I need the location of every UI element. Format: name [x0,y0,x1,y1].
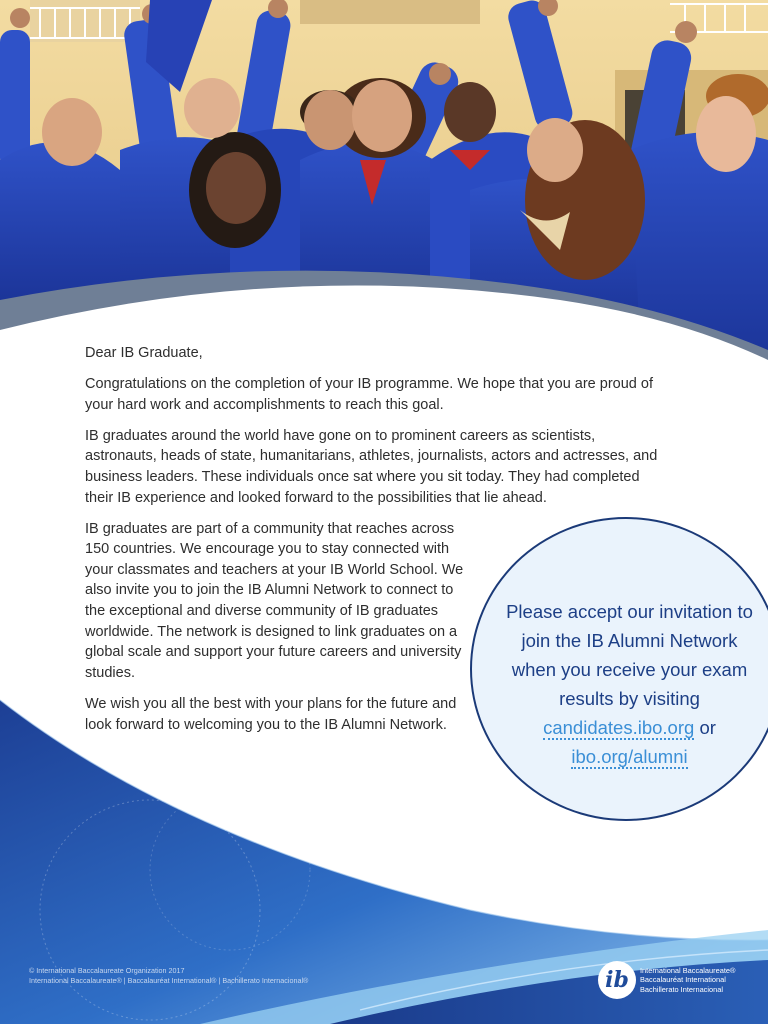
graduates-photo-illustration [0,0,768,360]
trademark-text: International Baccalaureate® | Baccalauréat International® | Bachillerato Internacional® [29,975,309,985]
footer-legal [29,966,308,985]
letter-paragraph-1: Congratulations on the completion of your IB programme. We hope that you are proud of your hard work and accomplishments to reach this goal. [85,376,653,413]
ib-brand [598,961,735,999]
invitation-connector: or [699,717,716,738]
brand-name-en: International Baccalaureate® [640,966,736,976]
invitation-text [502,597,757,771]
alumni-link[interactable]: ibo.org/alumni [571,746,688,767]
invitation-message: Please accept our invitation to join the IB Alumni Network when you receive your exam results by visiting [506,601,753,709]
brand-names [640,966,735,994]
letter-paragraph-2: IB graduates around the world have gone on to prominent careers as scientists, astronauts, heads of state, humanitarians, athletes, journalists, actors and actresses, and business leaders. These individuals once sat where you sit today. They had completed their IB experience and looked forward to the possibilities that lie ahead. [85,427,658,506]
ib-logo-icon: ib [598,961,636,999]
letter-paragraph-4: We wish you all the best with your plans for the future and look forward to welcoming you to the IB Alumni Network. [85,695,457,733]
graduates-photo [0,0,768,360]
brand-name-es: Bachillerato Internacional [640,984,723,994]
copyright-text: © International Baccalaureate Organization 2017 [29,966,185,975]
candidates-link[interactable]: candidates.ibo.org [543,717,695,738]
letter-paragraph-3: IB graduates are part of a community that reaches across 150 countries. We encourage you to stay connected with your classmates and teachers at your IB World School. We also invite you to join the IB Alumni Network to connect to the exceptional and diverse community of IB graduates worldwide. The network is designed to link graduates on a global scale and support your future careers and university studies. [85,520,464,681]
brand-name-fr: Baccalauréat International [640,975,726,985]
salutation: Dear IB Graduate, [85,345,203,361]
invitation-circle [470,517,768,821]
